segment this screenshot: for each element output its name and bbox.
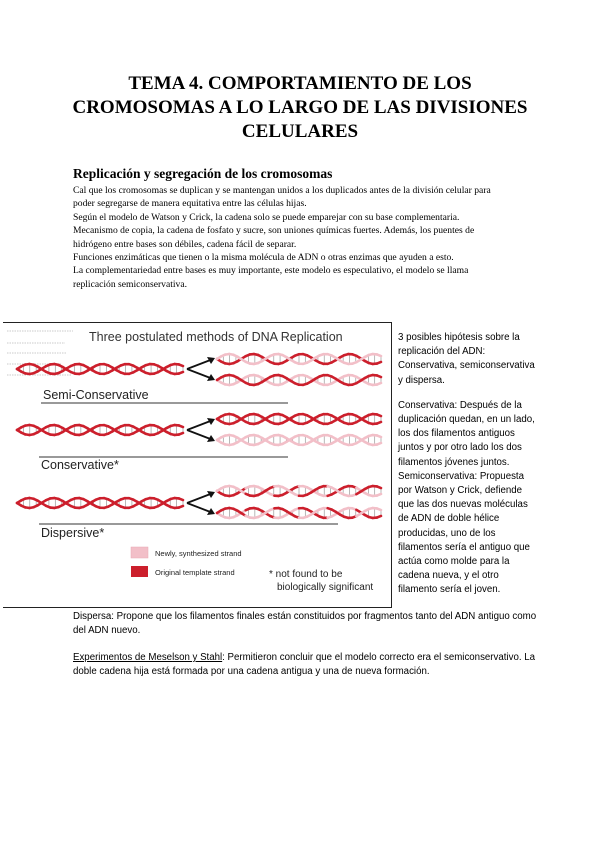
daughter-helix-conservative-strand-b bbox=[377, 414, 381, 416]
paragraph-line: replicación semiconservativa. bbox=[73, 278, 188, 290]
legend-new-swatch bbox=[131, 547, 148, 558]
paragraph-line: hidrógeno entre bases son débiles, cadena fácil de separar. bbox=[73, 238, 297, 250]
paragraph-line: La complementariedad entre bases es muy importante, este modelo es especulativo, el modelo se llama bbox=[73, 265, 469, 277]
daughter-helix-dispersive-strand-a bbox=[377, 516, 381, 518]
experiment-text: : Permitieron concluir que el modelo correcto era el semiconservativo. La doble cadena hija está formada por una cadena antigua y una de nueva formación. bbox=[73, 652, 535, 678]
parent-helix-semi-strand-b bbox=[179, 364, 183, 366]
daughter-helix-dispersive-strand-a bbox=[377, 494, 381, 496]
paragraph-line: Cal que los cromosomas se duplican y se mantengan unidos a los duplicados antes de la división celular para bbox=[73, 185, 491, 196]
title-line-2: CROMOSOMAS A LO LARGO DE LAS DIVISIONES bbox=[72, 97, 528, 118]
dna-replication-figure bbox=[3, 322, 392, 608]
footnote-line-2: biologically significant bbox=[277, 582, 374, 593]
footnote-line-1: * not found to be bbox=[269, 569, 343, 580]
title-line-3: CELULARES bbox=[241, 121, 359, 142]
paragraph-line: Funciones enzimáticas que tienen o la misma molécula de ADN o otras enzimas que ayuden a esto. bbox=[73, 252, 454, 264]
legend-new-label: Newly, synthesized strand bbox=[155, 549, 242, 558]
figure-title: Three postulated methods of DNA Replication bbox=[89, 330, 343, 344]
method-label-conservative: Conservative* bbox=[41, 458, 119, 472]
daughter-helix-semi-strand-a bbox=[377, 362, 381, 364]
parent-helix-conservative-strand-a bbox=[179, 433, 183, 435]
parent-helix-conservative-strand-b bbox=[179, 425, 183, 427]
method-label-dispersive: Dispersive* bbox=[41, 526, 105, 540]
daughter-helix-conservative-strand-b bbox=[377, 435, 381, 437]
paragraph-line: poder segregarse de manera equitativa entre las células hijas. bbox=[73, 198, 307, 210]
parent-helix-dispersive-strand-a bbox=[179, 506, 183, 508]
conservativa-text: Conservativa: Después de la duplicación quedan, en un lado, los dos filamentos antiguos juntos y por otro lado los dos filamentos jóvenes juntos. bbox=[398, 399, 535, 468]
daughter-helix-conservative-strand-a bbox=[377, 422, 381, 424]
daughter-helix-semi-strand-a bbox=[377, 383, 381, 385]
daughter-helix-semi-strand-b bbox=[377, 354, 381, 356]
parent-helix-dispersive-strand-b bbox=[179, 498, 183, 500]
experiment-label: Experimentos de Meselson y Stahl bbox=[73, 652, 223, 663]
experiment-paragraph bbox=[73, 651, 543, 679]
daughter-helix-semi-strand-b bbox=[377, 375, 381, 377]
paragraph-line: Mecanismo de copia, la cadena de fosfato y sucre, son uniones químicas fuertes. Además, los puentes de bbox=[73, 225, 475, 237]
legend-original-label: Original template strand bbox=[155, 568, 235, 577]
dispersa-paragraph: Dispersa: Propone que los filamentos finales están constituidos por fragmentos tanto del ADN antiguo como del ADN nuevo. bbox=[73, 611, 537, 637]
section-heading: Replicación y segregación de los cromosomas bbox=[73, 166, 333, 181]
hypotheses-column bbox=[398, 331, 538, 609]
section-paragraph bbox=[73, 184, 533, 291]
daughter-helix-dispersive-strand-b bbox=[377, 486, 381, 488]
daughter-helix-conservative-strand-a bbox=[377, 443, 381, 445]
method-label-semi-conservative: Semi-Conservative bbox=[43, 388, 149, 402]
document-title bbox=[60, 72, 540, 144]
hypotheses-intro: 3 posibles hipótesis sobre la replicación del ADN: Conservativa, semiconservativa y dispersa. bbox=[398, 332, 535, 386]
legend-original-swatch bbox=[131, 566, 148, 577]
dna-replication-diagram bbox=[3, 323, 391, 607]
paragraph-line: Según el modelo de Watson y Crick, la cadena solo se puede emparejar con su base complementaria. bbox=[73, 211, 460, 223]
parent-helix-semi-strand-a bbox=[179, 372, 183, 374]
daughter-helix-dispersive-strand-b bbox=[377, 508, 381, 510]
semiconservativa-text: Semiconservativa: Propuesta por Watson y Crick, defiende que las dos nuevas moléculas de ADN de doble hélice producidas, uno de los filamentos sería el antiguo que actúa como molde para la cadena nueva, y el otro filamento sería el joven. bbox=[398, 470, 530, 596]
title-line-1: TEMA 4. COMPORTAMIENTO DE LOS bbox=[128, 73, 472, 94]
helix-group bbox=[17, 354, 381, 518]
